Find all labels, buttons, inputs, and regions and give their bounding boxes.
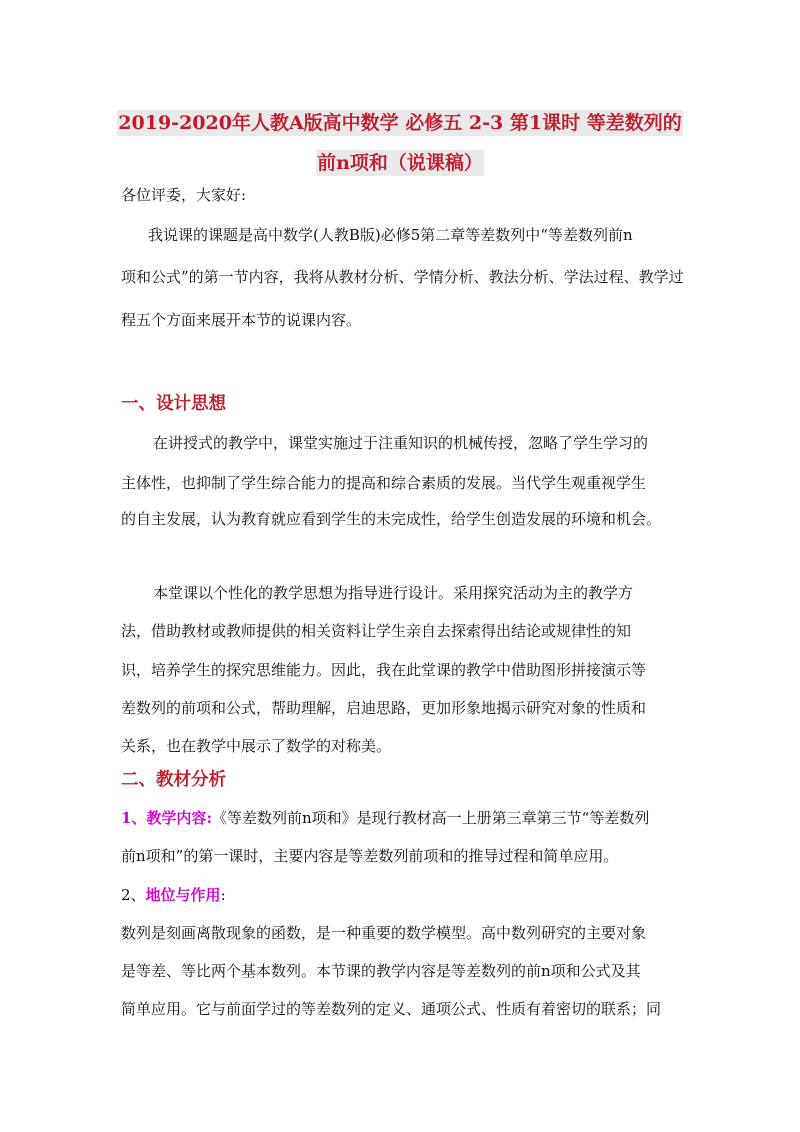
title-highlight-2: 前n项和（说课稿） xyxy=(317,152,483,174)
title-highlight-1: 2019-2020年人教A版高中数学 必修五 2-3 第1课时 等差数列的 xyxy=(118,112,682,134)
item-text: 《等差数列前n项和》是现行教材高一上册第三章第三节“等差数列 xyxy=(211,809,650,827)
item-colon: : xyxy=(220,886,226,904)
paragraph-line: 数列是刻画离散现象的函数，是一种重要的数学模型。高中数列研究的主要对象 xyxy=(121,924,647,942)
paragraph-line: 是等差、等比两个基本数列。本节课的教学内容是等差数列的前n项和公式及其 xyxy=(121,962,641,980)
paragraph-line: 差数列的前项和公式，帮助理解，启迪思路，更加形象地揭示研究对象的性质和 xyxy=(121,699,647,717)
paragraph-line: 的自主发展，认为教育就应看到学生的未完成性，给学生创造发展的环境和机会。 xyxy=(121,510,662,528)
intro-line: 程五个方面来展开本节的说课内容。 xyxy=(121,311,362,329)
paragraph-line: 关系，也在教学中展示了数学的对称美。 xyxy=(121,737,392,755)
page-title-line-2 xyxy=(0,148,800,175)
paragraph-line: 识，培养学生的探究思维能力。因此，我在此堂课的教学中借助图形拼接演示等 xyxy=(121,661,647,679)
paragraph-line: 本堂课以个性化的教学思想为指导进行设计。采用探究活动为主的教学方 xyxy=(153,584,634,602)
paragraph-line: 法，借助教材或教师提供的相关资料让学生亲自去探索得出结论或规律性的知 xyxy=(121,622,632,640)
intro-line: 我说课的课题是高中数学(人教B版)必修5第二章等差数列中“等差数列前n xyxy=(148,226,633,244)
paragraph-line: 简单应用。它与前面学过的等差数列的定义、通项公式、性质有着密切的联系；同 xyxy=(121,1000,662,1018)
paragraph-line: 前n项和”的第一课时，主要内容是等差数列前项和的推导过程和简单应用。 xyxy=(121,847,619,865)
greeting: 各位评委，大家好: xyxy=(121,186,247,204)
section-heading-textbook: 二、教材分析 xyxy=(121,770,226,790)
item-position-role xyxy=(121,884,681,905)
item-number: 2、 xyxy=(121,886,146,904)
intro-line: 项和公式”的第一节内容，我将从教材分析、学情分析、教法分析、学法过程、教学过 xyxy=(121,268,684,286)
page-title-line-1 xyxy=(0,108,800,135)
paragraph-line: 在讲授式的教学中，课堂实施过于注重知识的机械传授，忽略了学生学习的 xyxy=(153,434,649,452)
section-heading-design: 一、设计思想 xyxy=(121,394,226,414)
item-label-teaching-content: 1、教学内容: xyxy=(121,809,212,827)
paragraph-line: 主体性，也抑制了学生综合能力的提高和综合素质的发展。当代学生观重视学生 xyxy=(121,474,647,492)
item-teaching-content xyxy=(121,807,681,828)
item-label-position-role: 地位与作用 xyxy=(145,886,221,904)
